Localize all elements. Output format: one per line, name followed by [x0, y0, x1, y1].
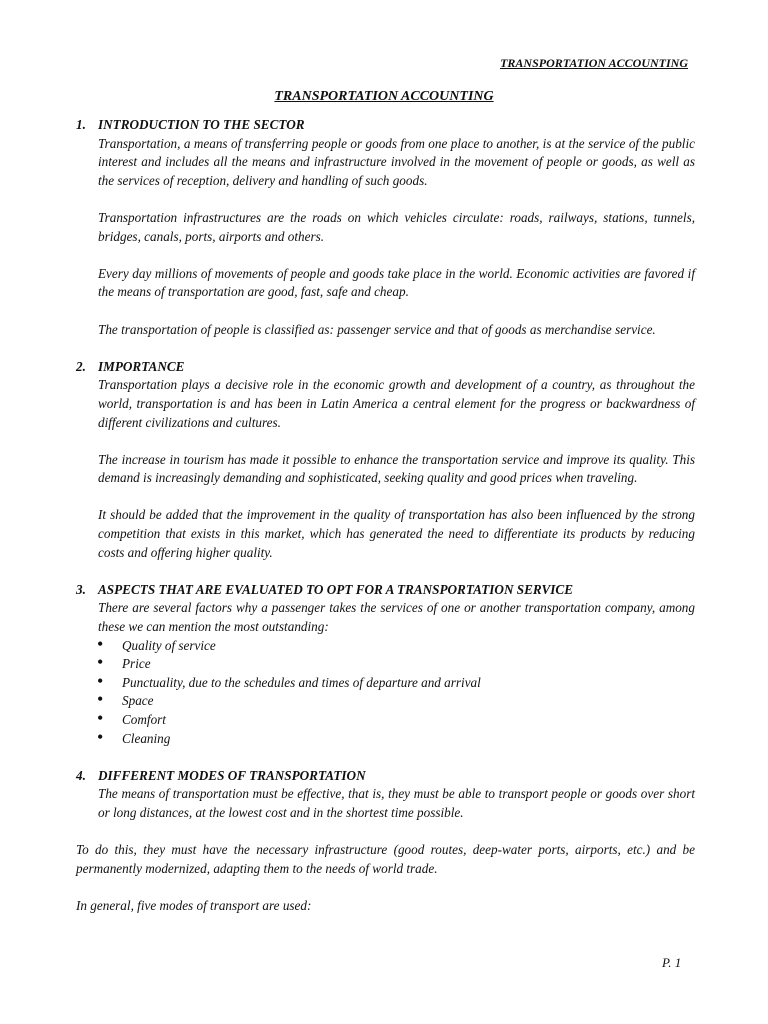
section-number: 1. — [76, 117, 86, 132]
section-aspects — [76, 581, 695, 748]
section-title: DIFFERENT MODES OF TRANSPORTATION — [98, 767, 366, 783]
section-title: IMPORTANCE — [98, 358, 185, 374]
paragraph: Transportation plays a decisive role in the economic growth and development of a country, as throughout the world, transportation is and has been in Latin America a central element for the progress or backwardness of different civilizations and cultures. — [98, 377, 695, 430]
document-title: TRANSPORTATION ACCOUNTING — [274, 89, 494, 104]
paragraph: Transportation infrastructures are the roads on which vehicles circulate: roads, railways, stations, tunnels, bridges, canals, ports, airports and others. — [98, 209, 695, 244]
paragraph: The means of transportation must be effective, that is, they must be able to transport people or goods over short or long distances, at the lowest cost and in the shortest time possible. — [98, 786, 695, 820]
section-heading — [76, 767, 695, 786]
list-item: • Cleaning — [122, 730, 695, 749]
section-heading — [76, 358, 695, 377]
section-introduction — [76, 116, 695, 339]
list-item: • Price — [122, 655, 695, 674]
section-title: INTRODUCTION TO THE SECTOR — [98, 117, 305, 132]
section-title: ASPECTS THAT ARE EVALUATED TO OPT FOR A TRANSPORTATION SERVICE — [98, 581, 573, 597]
page-number: P. 1 — [662, 955, 682, 970]
section-number: 3. — [76, 581, 86, 597]
section-importance — [76, 358, 695, 563]
paragraph: There are several factors why a passenger takes the services of one or another transportation company, among these we can mention the most outstanding: — [98, 600, 695, 635]
section-heading — [76, 116, 695, 135]
paragraph: To do this, they must have the necessary infrastructure (good routes, deep-water ports, airports, etc.) and be permanently modernized, adapting them to the needs of world trade. — [76, 842, 695, 876]
paragraph: Every day millions of movements of people and goods take place in the world. Economic activities are favored if the means of transportation are good, fast, safe and cheap. — [98, 265, 695, 300]
list-item: • Space — [122, 692, 695, 711]
section-number: 4. — [76, 767, 86, 783]
paragraph: The transportation of people is classified as: passenger service and that of goods as merchandise service. — [98, 321, 656, 337]
paragraph: The increase in tourism has made it possible to enhance the transportation service and improve its quality. This demand is increasingly demanding and sophisticated, seeking quality and good prices when traveling. — [98, 451, 695, 486]
paragraph: It should be added that the improvement in the quality of transportation has also been influenced by the strong competition that exists in this market, which has generated the need to differentiate its products by reducing costs and offering higher quality. — [98, 507, 695, 560]
section-number: 2. — [76, 358, 86, 374]
bullet-list — [76, 637, 695, 749]
running-header: TRANSPORTATION ACCOUNTING — [500, 56, 688, 70]
paragraph: In general, five modes of transport are used: — [76, 897, 312, 913]
document-body — [76, 116, 695, 916]
list-item: • Punctuality, due to the schedules and times of departure and arrival — [122, 674, 695, 693]
paragraph: Transportation, a means of transferring people or goods from one place to another, is at the service of the public interest and includes all the means and infrastructure involved in the movement of people or goods, as well as the services of reception, delivery and handling of such goods. — [98, 135, 695, 188]
list-item: • Quality of service — [122, 637, 695, 656]
section-heading — [76, 581, 695, 600]
list-item: • Comfort — [122, 711, 695, 730]
section-modes — [76, 767, 695, 823]
